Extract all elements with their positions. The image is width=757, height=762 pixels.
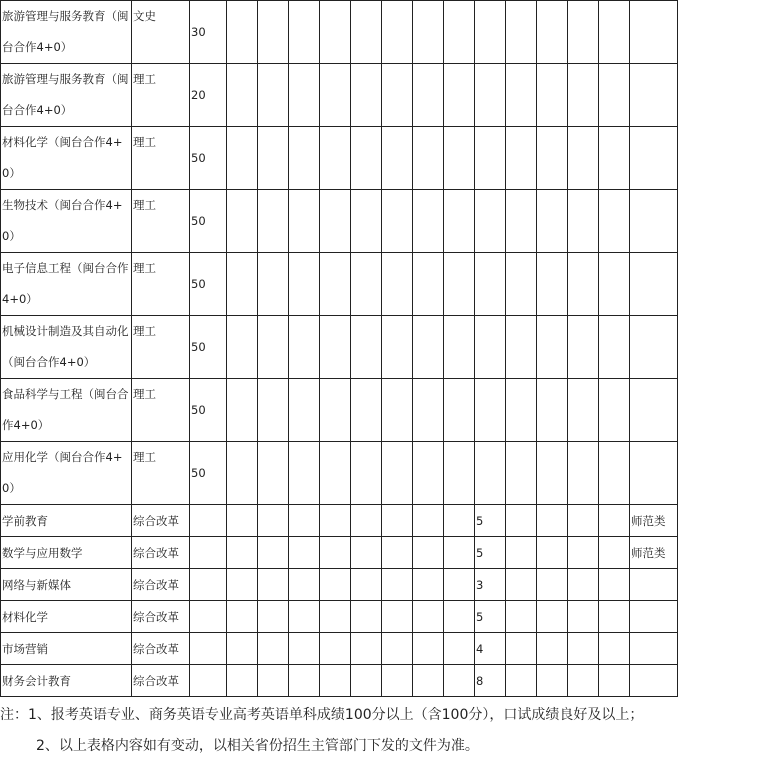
empty-cell <box>506 253 537 316</box>
empty-cell <box>320 569 351 601</box>
reform-count-cell: 3 <box>475 569 506 601</box>
empty-cell <box>289 253 320 316</box>
empty-cell <box>258 127 289 190</box>
empty-cell <box>258 665 289 697</box>
empty-cell <box>351 601 382 633</box>
empty-cell <box>382 190 413 253</box>
empty-cell <box>382 665 413 697</box>
empty-cell <box>289 442 320 505</box>
empty-cell <box>599 379 630 442</box>
empty-cell <box>568 665 599 697</box>
remark-cell <box>630 569 678 601</box>
empty-cell <box>599 316 630 379</box>
reform-count-cell <box>475 442 506 505</box>
footnote-1: 注：1、报考英语专业、商务英语专业高考英语单科成绩100分以上（含100分），口试成绩良好及以上； <box>0 707 644 723</box>
empty-cell <box>382 601 413 633</box>
table-row <box>1 379 678 442</box>
empty-cell <box>289 569 320 601</box>
reform-count-cell: 5 <box>475 537 506 569</box>
empty-cell <box>444 316 475 379</box>
category-cell: 理工 <box>132 127 190 190</box>
reform-count-cell <box>475 190 506 253</box>
empty-cell <box>413 665 444 697</box>
empty-cell <box>444 442 475 505</box>
empty-cell <box>289 505 320 537</box>
empty-cell <box>506 1 537 64</box>
empty-cell <box>382 379 413 442</box>
empty-cell <box>320 537 351 569</box>
major-name-cell: 材料化学 <box>1 601 132 633</box>
empty-cell <box>382 1 413 64</box>
empty-cell <box>413 569 444 601</box>
remark-cell <box>630 379 678 442</box>
empty-cell <box>599 127 630 190</box>
empty-cell <box>506 379 537 442</box>
empty-cell <box>444 379 475 442</box>
empty-cell <box>227 665 258 697</box>
empty-cell <box>289 537 320 569</box>
empty-cell <box>320 379 351 442</box>
empty-cell <box>444 569 475 601</box>
empty-cell <box>568 316 599 379</box>
table-row <box>1 633 678 665</box>
empty-cell <box>289 1 320 64</box>
empty-cell <box>413 537 444 569</box>
table-row <box>1 505 678 537</box>
table-row <box>1 665 678 697</box>
empty-cell <box>444 665 475 697</box>
plan-count-cell: 50 <box>190 127 227 190</box>
category-cell: 文史 <box>132 1 190 64</box>
major-name-cell: 电子信息工程（闽台合作4+0） <box>1 253 132 316</box>
empty-cell <box>258 1 289 64</box>
empty-cell <box>351 665 382 697</box>
empty-cell <box>537 127 568 190</box>
remark-cell <box>630 1 678 64</box>
category-cell: 综合改革 <box>132 665 190 697</box>
footnote-2: 2、以上表格内容如有变动，以相关省份招生主管部门下发的文件为准。 <box>36 738 479 754</box>
empty-cell <box>227 64 258 127</box>
remark-cell <box>630 442 678 505</box>
empty-cell <box>568 601 599 633</box>
empty-cell <box>413 633 444 665</box>
empty-cell <box>599 253 630 316</box>
empty-cell <box>258 537 289 569</box>
empty-cell <box>289 601 320 633</box>
empty-cell <box>506 633 537 665</box>
empty-cell <box>382 442 413 505</box>
reform-count-cell: 5 <box>475 601 506 633</box>
empty-cell <box>227 316 258 379</box>
empty-cell <box>351 127 382 190</box>
category-cell: 综合改革 <box>132 601 190 633</box>
empty-cell <box>351 316 382 379</box>
empty-cell <box>568 537 599 569</box>
empty-cell <box>506 665 537 697</box>
reform-count-cell <box>475 316 506 379</box>
empty-cell <box>320 442 351 505</box>
empty-cell <box>320 190 351 253</box>
empty-cell <box>382 505 413 537</box>
category-cell: 理工 <box>132 190 190 253</box>
plan-count-cell <box>190 665 227 697</box>
category-cell: 理工 <box>132 64 190 127</box>
empty-cell <box>444 537 475 569</box>
empty-cell <box>537 442 568 505</box>
empty-cell <box>599 190 630 253</box>
empty-cell <box>382 127 413 190</box>
empty-cell <box>444 505 475 537</box>
empty-cell <box>444 601 475 633</box>
table-row <box>1 253 678 316</box>
empty-cell <box>258 442 289 505</box>
empty-cell <box>289 665 320 697</box>
empty-cell <box>413 64 444 127</box>
empty-cell <box>444 253 475 316</box>
empty-cell <box>351 569 382 601</box>
plan-count-cell: 30 <box>190 1 227 64</box>
table-row <box>1 190 678 253</box>
empty-cell <box>227 537 258 569</box>
empty-cell <box>413 316 444 379</box>
plan-count-cell <box>190 601 227 633</box>
empty-cell <box>537 633 568 665</box>
empty-cell <box>258 379 289 442</box>
empty-cell <box>258 569 289 601</box>
plan-count-cell: 20 <box>190 64 227 127</box>
empty-cell <box>537 601 568 633</box>
remark-cell <box>630 253 678 316</box>
empty-cell <box>568 442 599 505</box>
major-name-cell: 旅游管理与服务教育（闽台合作4+0） <box>1 1 132 64</box>
empty-cell <box>289 190 320 253</box>
empty-cell <box>537 253 568 316</box>
category-cell: 理工 <box>132 253 190 316</box>
plan-count-cell <box>190 505 227 537</box>
empty-cell <box>413 379 444 442</box>
empty-cell <box>537 1 568 64</box>
empty-cell <box>537 505 568 537</box>
reform-count-cell <box>475 1 506 64</box>
plan-count-cell <box>190 633 227 665</box>
table-row <box>1 316 678 379</box>
empty-cell <box>413 1 444 64</box>
empty-cell <box>227 505 258 537</box>
empty-cell <box>382 537 413 569</box>
empty-cell <box>599 633 630 665</box>
empty-cell <box>599 442 630 505</box>
table-row <box>1 442 678 505</box>
empty-cell <box>382 64 413 127</box>
empty-cell <box>537 379 568 442</box>
empty-cell <box>258 64 289 127</box>
empty-cell <box>413 127 444 190</box>
empty-cell <box>382 253 413 316</box>
empty-cell <box>599 601 630 633</box>
empty-cell <box>382 316 413 379</box>
category-cell: 综合改革 <box>132 537 190 569</box>
empty-cell <box>413 601 444 633</box>
remark-cell <box>630 64 678 127</box>
major-name-cell: 市场营销 <box>1 633 132 665</box>
empty-cell <box>320 1 351 64</box>
empty-cell <box>227 190 258 253</box>
empty-cell <box>537 190 568 253</box>
empty-cell <box>599 569 630 601</box>
empty-cell <box>382 569 413 601</box>
empty-cell <box>568 633 599 665</box>
remark-cell <box>630 127 678 190</box>
major-name-cell: 学前教育 <box>1 505 132 537</box>
plan-count-cell <box>190 537 227 569</box>
empty-cell <box>351 633 382 665</box>
empty-cell <box>537 64 568 127</box>
empty-cell <box>227 127 258 190</box>
empty-cell <box>258 633 289 665</box>
empty-cell <box>227 1 258 64</box>
empty-cell <box>506 64 537 127</box>
empty-cell <box>227 633 258 665</box>
empty-cell <box>351 190 382 253</box>
empty-cell <box>320 64 351 127</box>
remark-cell <box>630 601 678 633</box>
empty-cell <box>506 569 537 601</box>
empty-cell <box>568 253 599 316</box>
empty-cell <box>537 569 568 601</box>
empty-cell <box>227 253 258 316</box>
empty-cell <box>320 601 351 633</box>
empty-cell <box>258 505 289 537</box>
empty-cell <box>227 379 258 442</box>
remark-cell: 师范类 <box>630 537 678 569</box>
empty-cell <box>413 253 444 316</box>
reform-count-cell <box>475 127 506 190</box>
empty-cell <box>258 253 289 316</box>
empty-cell <box>351 379 382 442</box>
empty-cell <box>444 633 475 665</box>
reform-count-cell <box>475 253 506 316</box>
category-cell: 综合改革 <box>132 633 190 665</box>
empty-cell <box>599 665 630 697</box>
remark-cell: 师范类 <box>630 505 678 537</box>
empty-cell <box>444 127 475 190</box>
empty-cell <box>289 316 320 379</box>
major-name-cell: 应用化学（闽台合作4+0） <box>1 442 132 505</box>
empty-cell <box>320 253 351 316</box>
major-name-cell: 财务会计教育 <box>1 665 132 697</box>
footnotes <box>0 700 757 762</box>
remark-cell <box>630 316 678 379</box>
empty-cell <box>289 64 320 127</box>
major-name-cell: 旅游管理与服务教育（闽台合作4+0） <box>1 64 132 127</box>
plan-count-cell: 50 <box>190 442 227 505</box>
empty-cell <box>320 665 351 697</box>
plan-count-cell: 50 <box>190 316 227 379</box>
empty-cell <box>506 316 537 379</box>
category-cell: 综合改革 <box>132 569 190 601</box>
plan-count-cell: 50 <box>190 190 227 253</box>
empty-cell <box>413 190 444 253</box>
remark-cell <box>630 665 678 697</box>
major-name-cell: 数学与应用数学 <box>1 537 132 569</box>
empty-cell <box>506 505 537 537</box>
empty-cell <box>351 253 382 316</box>
empty-cell <box>599 1 630 64</box>
empty-cell <box>444 190 475 253</box>
empty-cell <box>351 537 382 569</box>
plan-count-cell <box>190 569 227 601</box>
empty-cell <box>382 633 413 665</box>
remark-cell <box>630 633 678 665</box>
empty-cell <box>227 442 258 505</box>
category-cell: 理工 <box>132 316 190 379</box>
empty-cell <box>289 633 320 665</box>
category-cell: 理工 <box>132 379 190 442</box>
empty-cell <box>258 190 289 253</box>
plan-count-cell: 50 <box>190 253 227 316</box>
reform-count-cell: 5 <box>475 505 506 537</box>
empty-cell <box>599 537 630 569</box>
reform-count-cell: 4 <box>475 633 506 665</box>
table-row <box>1 64 678 127</box>
empty-cell <box>320 505 351 537</box>
empty-cell <box>258 316 289 379</box>
empty-cell <box>227 569 258 601</box>
empty-cell <box>351 442 382 505</box>
table-row <box>1 537 678 569</box>
empty-cell <box>506 601 537 633</box>
empty-cell <box>444 1 475 64</box>
table-row <box>1 601 678 633</box>
empty-cell <box>537 537 568 569</box>
empty-cell <box>351 64 382 127</box>
reform-count-cell <box>475 379 506 442</box>
empty-cell <box>320 127 351 190</box>
empty-cell <box>568 190 599 253</box>
category-cell: 理工 <box>132 442 190 505</box>
empty-cell <box>568 505 599 537</box>
empty-cell <box>320 316 351 379</box>
empty-cell <box>537 665 568 697</box>
empty-cell <box>351 505 382 537</box>
empty-cell <box>258 601 289 633</box>
empty-cell <box>506 442 537 505</box>
empty-cell <box>289 127 320 190</box>
empty-cell <box>444 64 475 127</box>
empty-cell <box>227 601 258 633</box>
empty-cell <box>568 379 599 442</box>
category-cell: 综合改革 <box>132 505 190 537</box>
table-row <box>1 569 678 601</box>
major-name-cell: 生物技术（闽台合作4+0） <box>1 190 132 253</box>
empty-cell <box>506 537 537 569</box>
table-row <box>1 1 678 64</box>
empty-cell <box>413 442 444 505</box>
table-row <box>1 127 678 190</box>
empty-cell <box>537 316 568 379</box>
major-name-cell: 机械设计制造及其自动化（闽台合作4+0） <box>1 316 132 379</box>
major-name-cell: 网络与新媒体 <box>1 569 132 601</box>
plan-count-cell: 50 <box>190 379 227 442</box>
empty-cell <box>568 1 599 64</box>
reform-count-cell: 8 <box>475 665 506 697</box>
empty-cell <box>506 190 537 253</box>
empty-cell <box>599 64 630 127</box>
remark-cell <box>630 190 678 253</box>
empty-cell <box>599 505 630 537</box>
reform-count-cell <box>475 64 506 127</box>
empty-cell <box>506 127 537 190</box>
major-name-cell: 材料化学（闽台合作4+0） <box>1 127 132 190</box>
empty-cell <box>289 379 320 442</box>
major-name-cell: 食品科学与工程（闽台合作4+0） <box>1 379 132 442</box>
empty-cell <box>568 127 599 190</box>
empty-cell <box>568 64 599 127</box>
empty-cell <box>351 1 382 64</box>
empty-cell <box>320 633 351 665</box>
empty-cell <box>568 569 599 601</box>
empty-cell <box>413 505 444 537</box>
